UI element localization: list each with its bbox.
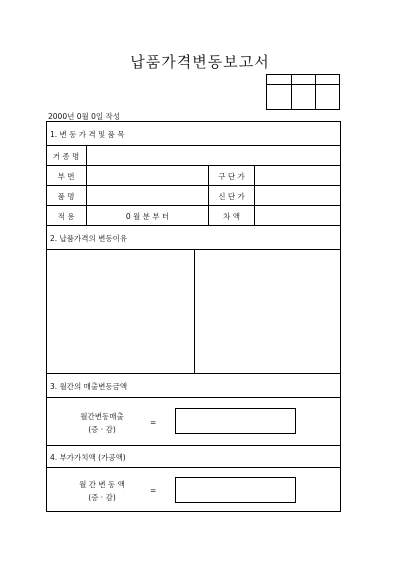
section1-heading: 1. 변 동 가 격 및 품 목 bbox=[50, 130, 125, 139]
monthly-sales-change-label: 월간변동매출 bbox=[80, 412, 124, 421]
section2-heading: 2. 납품가격의 변동이유 bbox=[50, 234, 128, 243]
label-product-name: 품 명 bbox=[57, 192, 75, 201]
equals-sign: = bbox=[150, 486, 157, 495]
old-price-field[interactable] bbox=[255, 166, 340, 185]
label-apply: 적 용 bbox=[57, 212, 75, 221]
label-difference: 차 액 bbox=[223, 212, 240, 221]
document-title: 납품가격변동보고서 bbox=[130, 53, 270, 71]
monthly-change-input[interactable] bbox=[175, 477, 296, 503]
equals-sign: = bbox=[150, 418, 157, 427]
approval-cell[interactable] bbox=[292, 85, 314, 109]
label-old-price: 구 단 가 bbox=[218, 172, 245, 181]
reason-right-area[interactable] bbox=[195, 250, 340, 372]
monthly-change-label: 월 간 변 동 액 bbox=[79, 480, 125, 489]
monthly-sales-change-sub: (증 · 감) bbox=[88, 425, 116, 434]
date-line: 2000년 0월 0일 작성 bbox=[48, 112, 121, 121]
approval-cell[interactable] bbox=[316, 85, 339, 109]
reason-left-area[interactable] bbox=[47, 250, 194, 372]
label-part-number: 부 번 bbox=[57, 172, 75, 181]
section3-heading: 3. 월간의 매출변동금액 bbox=[50, 382, 128, 391]
label-item-name: 거 종 명 bbox=[52, 152, 80, 161]
approval-cell[interactable] bbox=[267, 85, 290, 109]
approval-grid bbox=[266, 74, 340, 110]
product-name-field[interactable] bbox=[87, 186, 208, 205]
section4-heading: 4. 부가가치액 (가공액) bbox=[50, 453, 126, 462]
new-price-field[interactable] bbox=[255, 186, 340, 205]
difference-field[interactable] bbox=[255, 206, 340, 225]
label-new-price: 신 단 가 bbox=[218, 192, 245, 201]
monthly-sales-change-input[interactable] bbox=[175, 408, 296, 434]
part-number-field[interactable] bbox=[87, 166, 208, 185]
monthly-change-sub: (증 · 감) bbox=[88, 493, 116, 502]
apply-month-value: 0 월 분 부 터 bbox=[125, 212, 170, 221]
item-name-field[interactable] bbox=[87, 146, 340, 165]
